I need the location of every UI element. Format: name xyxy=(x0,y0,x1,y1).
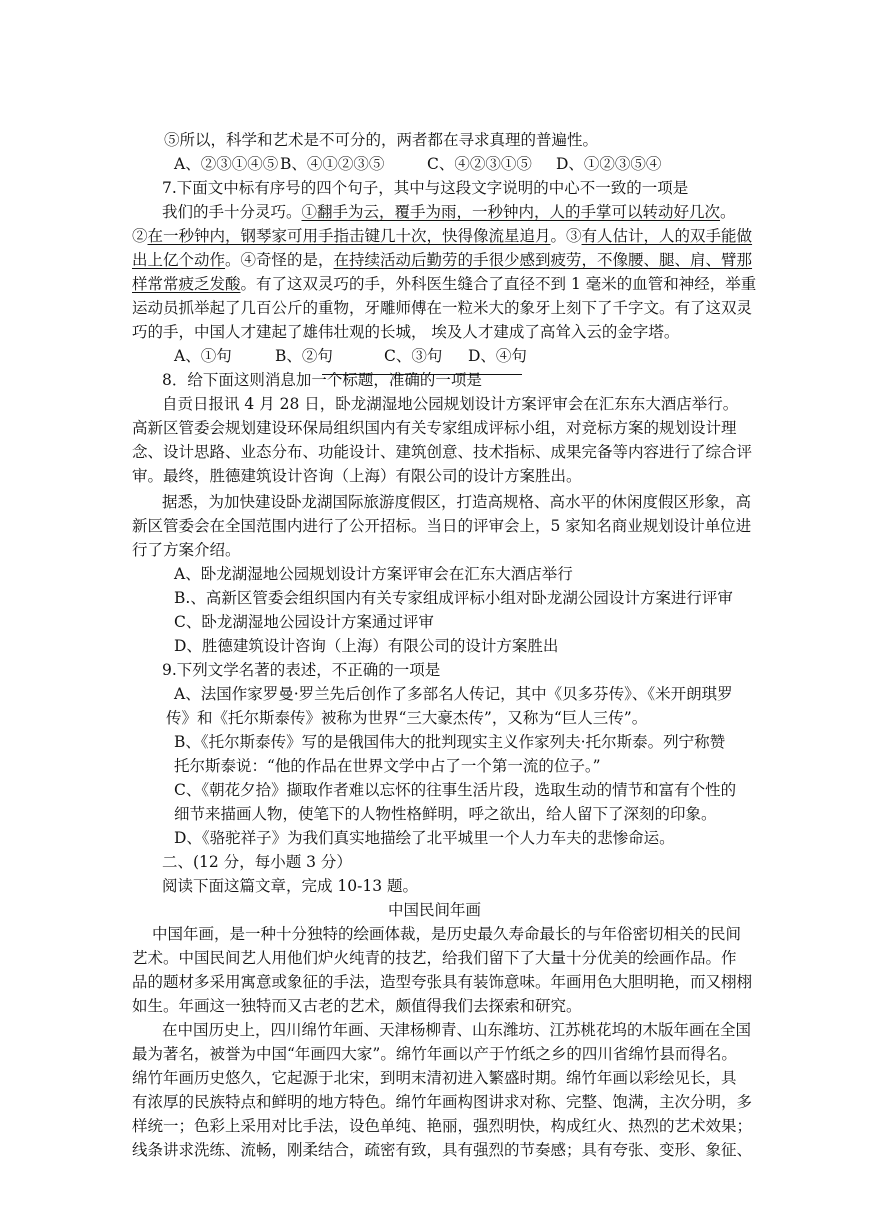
q7-option-b: B、②句 xyxy=(275,347,333,365)
q8-news-line: 念、设计思路、业态分布、功能设计、建筑创意、技术指标、成果完备等内容进行了综合评 xyxy=(132,443,753,461)
q7-passage-line-2 xyxy=(132,224,752,248)
article-line: 中国年画，是一种十分独特的绘画体裁，是历史最久寿命最长的与年俗密切相关的民间 xyxy=(152,925,742,943)
q7-sentence-4-end: 样常常疲乏发酸 xyxy=(132,275,241,293)
q9-option-b-cont: 托尔斯泰说：“他的作品在世界文学中占了一个第一流的位子。” xyxy=(174,757,601,775)
article-line: 样统一；色彩上采用对比手法，设色单纯、艳丽，强烈明快，构成红火、热烈的艺术效果； xyxy=(132,1117,753,1135)
q7-text: 。④奇怪的是， xyxy=(225,251,334,269)
q8-option-d: D、胜德建筑设计咨询（上海）有限公司的设计方案胜出 xyxy=(174,637,559,655)
article-line: 艺术。中国民间艺人用他们炉火纯青的技艺，给我们留下了大量十分优美的绘画作品。作 xyxy=(132,949,737,967)
q7-sentence-1: ①翻手为云，覆手为雨，一秒钟内，人的手掌可以转动好几次 xyxy=(301,203,721,221)
q9-option-b: B、《托尔斯泰传》写的是俄国伟大的批判现实主义作家列夫·托尔斯泰。列宁称赞 xyxy=(174,733,726,751)
q8-news-line: 据悉，为加快建设卧龙湖国际旅游度假区，打造高规格、高水平的休闲度假区形象，高 xyxy=(162,493,752,511)
q7-text: 。③ xyxy=(550,227,582,245)
article-line: 最为著名，被誉为中国“年画四大家”。绵竹年画以产于竹纸之乡的四川省绵竹县而得名。 xyxy=(132,1045,737,1063)
q7-passage-line-6: 巧的手，中国人才建起了雄伟壮观的长城， 埃及人才建成了高耸入云的金字塔。 xyxy=(132,323,680,341)
article-line: 线条讲求洗练、流畅，刚柔结合，疏密有致，具有强烈的节奏感；具有夸张、变形、象征、 xyxy=(132,1141,753,1159)
q8-news-line: 自贡日报讯 4 月 28 日，卧龙湖湿地公园规划设计方案评审会在汇东东大酒店举行。 xyxy=(162,395,739,413)
q7-sentence-2: 在一秒钟内，钢琴家可用手指击键几十次，快得像流星追月 xyxy=(147,227,551,245)
q6-option-c: C、④②③①⑤ xyxy=(427,155,532,173)
article-line: 绵竹年画历史悠久，它起源于北宋，到明末清初进入繁盛时期。绵竹年画以彩绘见长，具 xyxy=(132,1069,737,1087)
q7-text: 。有了这双灵巧的手，外科医生缝合了直径不到 1 毫米的血管和神经，举重 xyxy=(240,275,757,293)
q8-news-line: 行了方案介绍。 xyxy=(132,541,241,559)
q7-sentence-3: 有人估计，人的双手能做 xyxy=(581,227,753,245)
q9-option-a-cont: 传》和《托尔斯泰传》被称为世界“三大豪杰传”，又称为“巨人三传”。 xyxy=(166,709,648,727)
article-line: 如生。年画这一独特而又古老的艺术，颇值得我们去探索和研究。 xyxy=(132,997,582,1015)
q7-sentence-4: 在持续活动后勤劳的手很少感到疲劳，不像腰、腿、肩、臂那 xyxy=(333,251,753,269)
section-2-heading: 二、(12 分，每小题 3 分） xyxy=(162,853,352,871)
q7-option-d: D、④句 xyxy=(468,347,527,365)
q7-text: 我们的手十分灵巧。 xyxy=(162,203,302,221)
q8-option-a: A、卧龙湖湿地公园规划设计方案评审会在汇东大酒店举行 xyxy=(174,565,573,583)
q8-option-b: B.、高新区管委会组织国内有关专家组成评标小组对卧龙湖公园设计方案进行评审 xyxy=(174,589,733,607)
q7-passage-line-1 xyxy=(162,200,736,224)
q7-passage-line-3 xyxy=(132,248,752,272)
q6-item-5: ⑤所以，科学和艺术是不可分的，两者都在寻求真理的普遍性。 xyxy=(164,131,599,149)
article-line: 在中国历史上，四川绵竹年画、天津杨柳青、山东潍坊、江苏桃花坞的木版年画在全国 xyxy=(162,1021,752,1039)
q7-stem: 7.下面文中标有序号的四个句子，其中与这段文字说明的中心不一致的一项是 xyxy=(162,179,689,197)
q6-option-b: B、④①②③⑤ xyxy=(280,155,385,173)
q7-sentence-3-end: 出上亿个动作 xyxy=(132,251,226,269)
article-line: 有浓厚的民族特点和鲜明的地方特色。绵竹年画构图讲求对称、完整、饱满，主次分明，多 xyxy=(132,1093,753,1111)
q7-option-c: C、③句 xyxy=(384,347,443,365)
q7-passage-line-4 xyxy=(132,272,756,296)
q6-option-a: A、②③①④⑤ xyxy=(174,155,279,173)
q7-text: ② xyxy=(132,227,148,245)
q8-option-c: C、卧龙湖湿地公园设计方案通过评审 xyxy=(174,613,434,631)
q9-option-d: D、《骆驼祥子》为我们真实地描绘了北平城里一个人力车夫的悲惨命运。 xyxy=(174,829,675,847)
q8-news-line: 高新区管委会规划建设环保局组织国内有关专家组成评标小组，对竞标方案的规划设计理 xyxy=(132,419,737,437)
article-title: 中国民间年画 xyxy=(387,901,481,919)
q9-option-c: C、《朝花夕拾》撷取作者难以忘怀的往事生活片段，选取生动的情节和富有个性的 xyxy=(174,781,737,799)
section-2-instruction: 阅读下面这篇文章，完成 10-13 题。 xyxy=(162,877,419,895)
q7-option-a: A、①句 xyxy=(174,347,232,365)
q9-option-a: A、法国作家罗曼·罗兰先后创作了多部名人传记，其中《贝多芬传》、《米开朗琪罗 xyxy=(174,685,733,703)
q8-answer-blank xyxy=(322,374,522,375)
q8-news-line: 审。最终，胜德建筑设计咨询（上海）有限公司的设计方案胜出。 xyxy=(132,467,582,485)
q7-passage-line-5: 运动员抓举起了几百公斤的重物，牙雕师傅在一粒米大的象牙上刻下了千字文。有了这双灵 xyxy=(132,299,753,317)
q7-text: 。 xyxy=(720,203,736,221)
q9-option-c-cont: 细节来描画人物，使笔下的人物性格鲜明，呼之欲出，给人留下了深刻的印象。 xyxy=(174,805,717,823)
q8-stem: 8．给下面这则消息加一个标题，准确的一项是 xyxy=(162,371,482,389)
article-line: 品的题材多采用寓意或象征的手法，造型夸张具有装饰意味。年画用色大胆明艳，而又栩栩 xyxy=(132,973,753,991)
q8-news-line: 新区管委会在全国范围内进行了公开招标。当日的评审会上，5 家知名商业规划设计单位进 xyxy=(132,517,752,535)
q6-option-d: D、①②③⑤④ xyxy=(556,155,662,173)
q9-stem: 9.下列文学名著的表述，不正确的一项是 xyxy=(162,661,441,679)
